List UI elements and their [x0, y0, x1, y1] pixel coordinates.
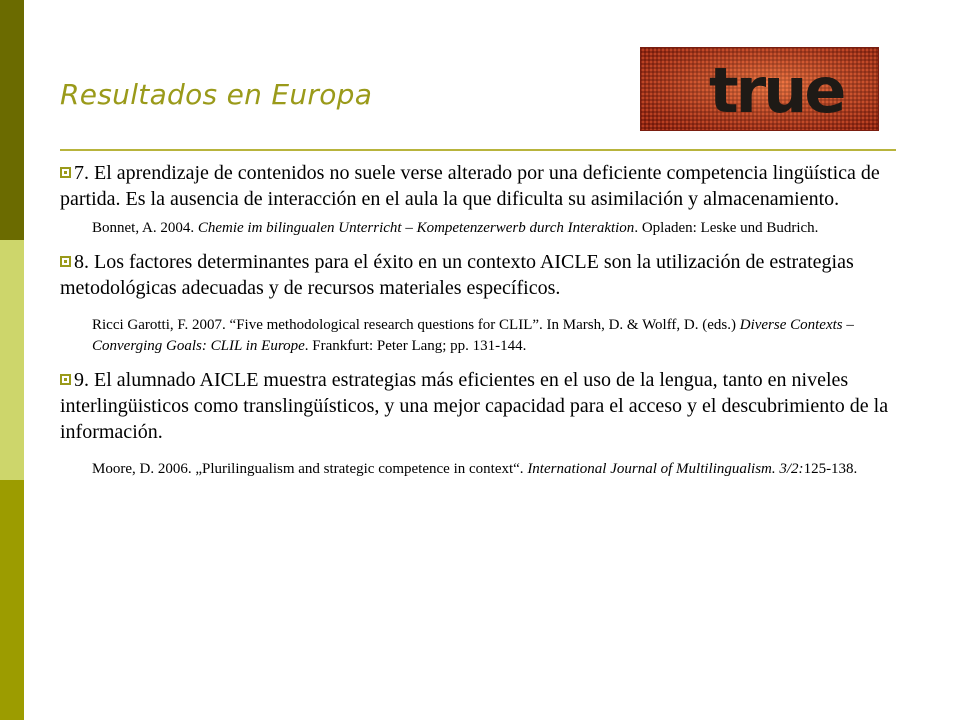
reference-moore	[92, 459, 910, 480]
reference-title: Diverse Contexts – Converging Goals: CLIL in Europe	[92, 317, 854, 354]
reference-title: Chemie im bilingualen Unterricht – Kompetenzerwerb durch Interaktion	[197, 220, 635, 236]
slide-title: Resultados en Europa	[60, 78, 373, 111]
square-bullet-icon	[60, 256, 71, 267]
logo-text: true	[709, 54, 844, 127]
led-sign-true-logo	[640, 47, 879, 131]
left-band-top	[0, 0, 24, 240]
reference-text: Moore, D. 2006. „Plurilingualism and strategic competence in context“.	[92, 461, 528, 477]
point-7-text: 7. El aprendizaje de contenidos no suele verse alterado por una deficiente competencia lingüística de partida. Es la ausencia de interacción en el aula la que dificulta su asimilación y almacenamiento.	[60, 162, 880, 210]
point-8	[60, 249, 910, 301]
reference-title: International Journal of Multilingualism. 3/2:	[527, 461, 804, 477]
reference-bonnet	[92, 218, 910, 239]
left-band-middle	[0, 240, 24, 480]
title-divider	[60, 149, 896, 151]
reference-pages: 125-138.	[803, 461, 858, 477]
content-body	[60, 160, 910, 490]
reference-publisher: . Opladen: Leske und Budrich.	[634, 220, 819, 236]
reference-publisher: . Frankfurt: Peter Lang; pp. 131-144.	[304, 338, 527, 354]
point-9-text: 9. El alumnado AICLE muestra estrategias más eficientes en el uso de la lengua, tanto en niveles interlingüisticos como translingüísticos, y una mejor capacidad para el acceso y el descubrimiento de la información.	[60, 369, 889, 443]
reference-text: Ricci Garotti, F. 2007. “Five methodological research questions for CLIL”. In Marsh, D. & Wolff, D. (eds.)	[92, 317, 740, 333]
reference-ricci-garotti	[92, 315, 910, 357]
reference-text: Bonnet, A. 2004.	[92, 220, 198, 236]
square-bullet-icon	[60, 374, 71, 385]
point-9	[60, 367, 910, 445]
point-8-text: 8. Los factores determinantes para el éxito en un contexto AICLE son la utilización de estrategias metodológicas adecuadas y de recursos materiales específicos.	[60, 251, 854, 299]
led-sign-icon	[641, 48, 878, 130]
left-band-bottom	[0, 480, 24, 720]
point-7	[60, 160, 910, 212]
square-bullet-icon	[60, 167, 71, 178]
